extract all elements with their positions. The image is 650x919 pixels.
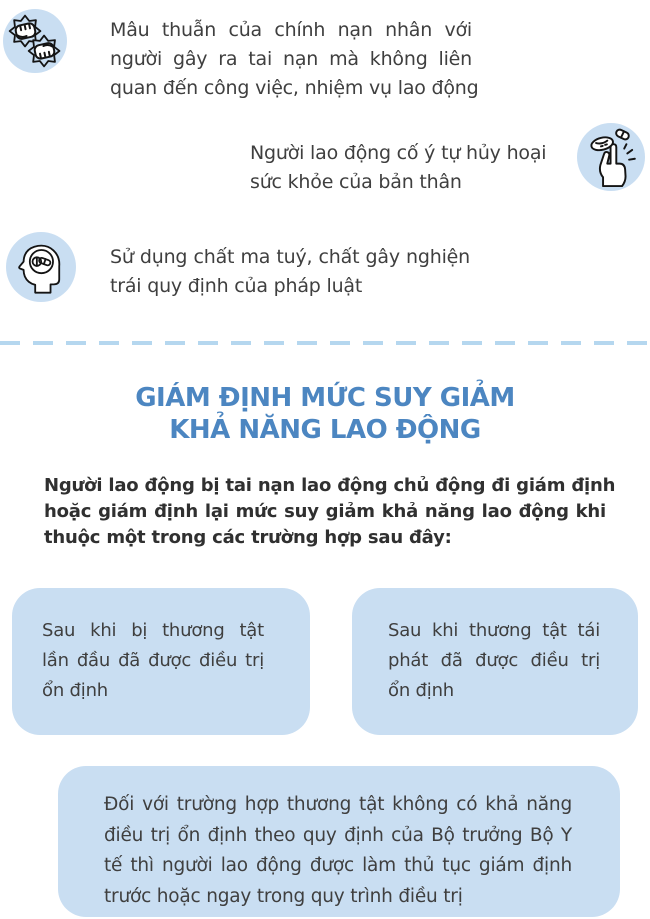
case-box-2-text (388, 616, 600, 706)
text-line: Đối với trường hợp thương tật không có khả năng (104, 794, 572, 815)
section-title (0, 382, 650, 446)
text-line: lần đầu đã được điều trị (42, 650, 264, 671)
text-line: người gây ra tai nạn mà không liên (110, 48, 472, 70)
text-line: sức khỏe của bản thân (250, 171, 462, 193)
intro-paragraph (44, 473, 616, 551)
text-line: trước hoặc ngay trong quy trình điều trị (104, 885, 463, 907)
text-line: phát đã được điều trị (388, 650, 600, 671)
text-line: Sau khi bị thương tật (42, 620, 264, 641)
text-line: ổn định (388, 680, 454, 701)
exclusion-item-2-text (250, 139, 546, 197)
text-line: Sau khi thương tật tái (388, 620, 600, 641)
text-line: điều trị ổn định theo quy định của Bộ trưởng Bộ Y (104, 824, 572, 846)
exclusion-item-1-text (110, 16, 479, 103)
text-line: tế thì người lao động được làm thủ tục giám định (104, 855, 572, 876)
case-box-3-text (104, 790, 572, 912)
text-line: quan đến công việc, nhiệm vụ lao động (110, 77, 479, 99)
title-line: KHẢ NĂNG LAO ĐỘNG (169, 415, 481, 445)
text-line: Người lao động cố ý tự hủy hoại (250, 142, 547, 164)
text-line: Người lao động bị tai nạn lao động chủ động đi giám định (44, 475, 616, 496)
text-line: Mâu thuẫn của chính nạn nhân với (110, 19, 472, 41)
case-box-3 (58, 766, 620, 917)
exclusion-item-3-text (110, 243, 470, 301)
text-line: hoặc giám định lại mức suy giảm khả năng lao động khi (44, 501, 606, 522)
case-box-1 (12, 588, 310, 735)
case-box-2 (352, 588, 638, 735)
conflict-fists-icon (3, 9, 67, 73)
hand-flicking-pill-icon (577, 123, 645, 191)
text-line: trái quy định của pháp luật (110, 275, 363, 297)
text-line: ổn định (42, 680, 108, 701)
case-box-1-text (42, 616, 264, 706)
text-line: thuộc một trong các trường hợp sau đây: (44, 527, 452, 548)
title-line: GIÁM ĐỊNH MỨC SUY GIẢM (135, 383, 515, 413)
text-line: Sử dụng chất ma tuý, chất gây nghiện (110, 246, 470, 268)
head-with-drugs-icon (6, 232, 76, 302)
dashed-divider (0, 341, 650, 345)
